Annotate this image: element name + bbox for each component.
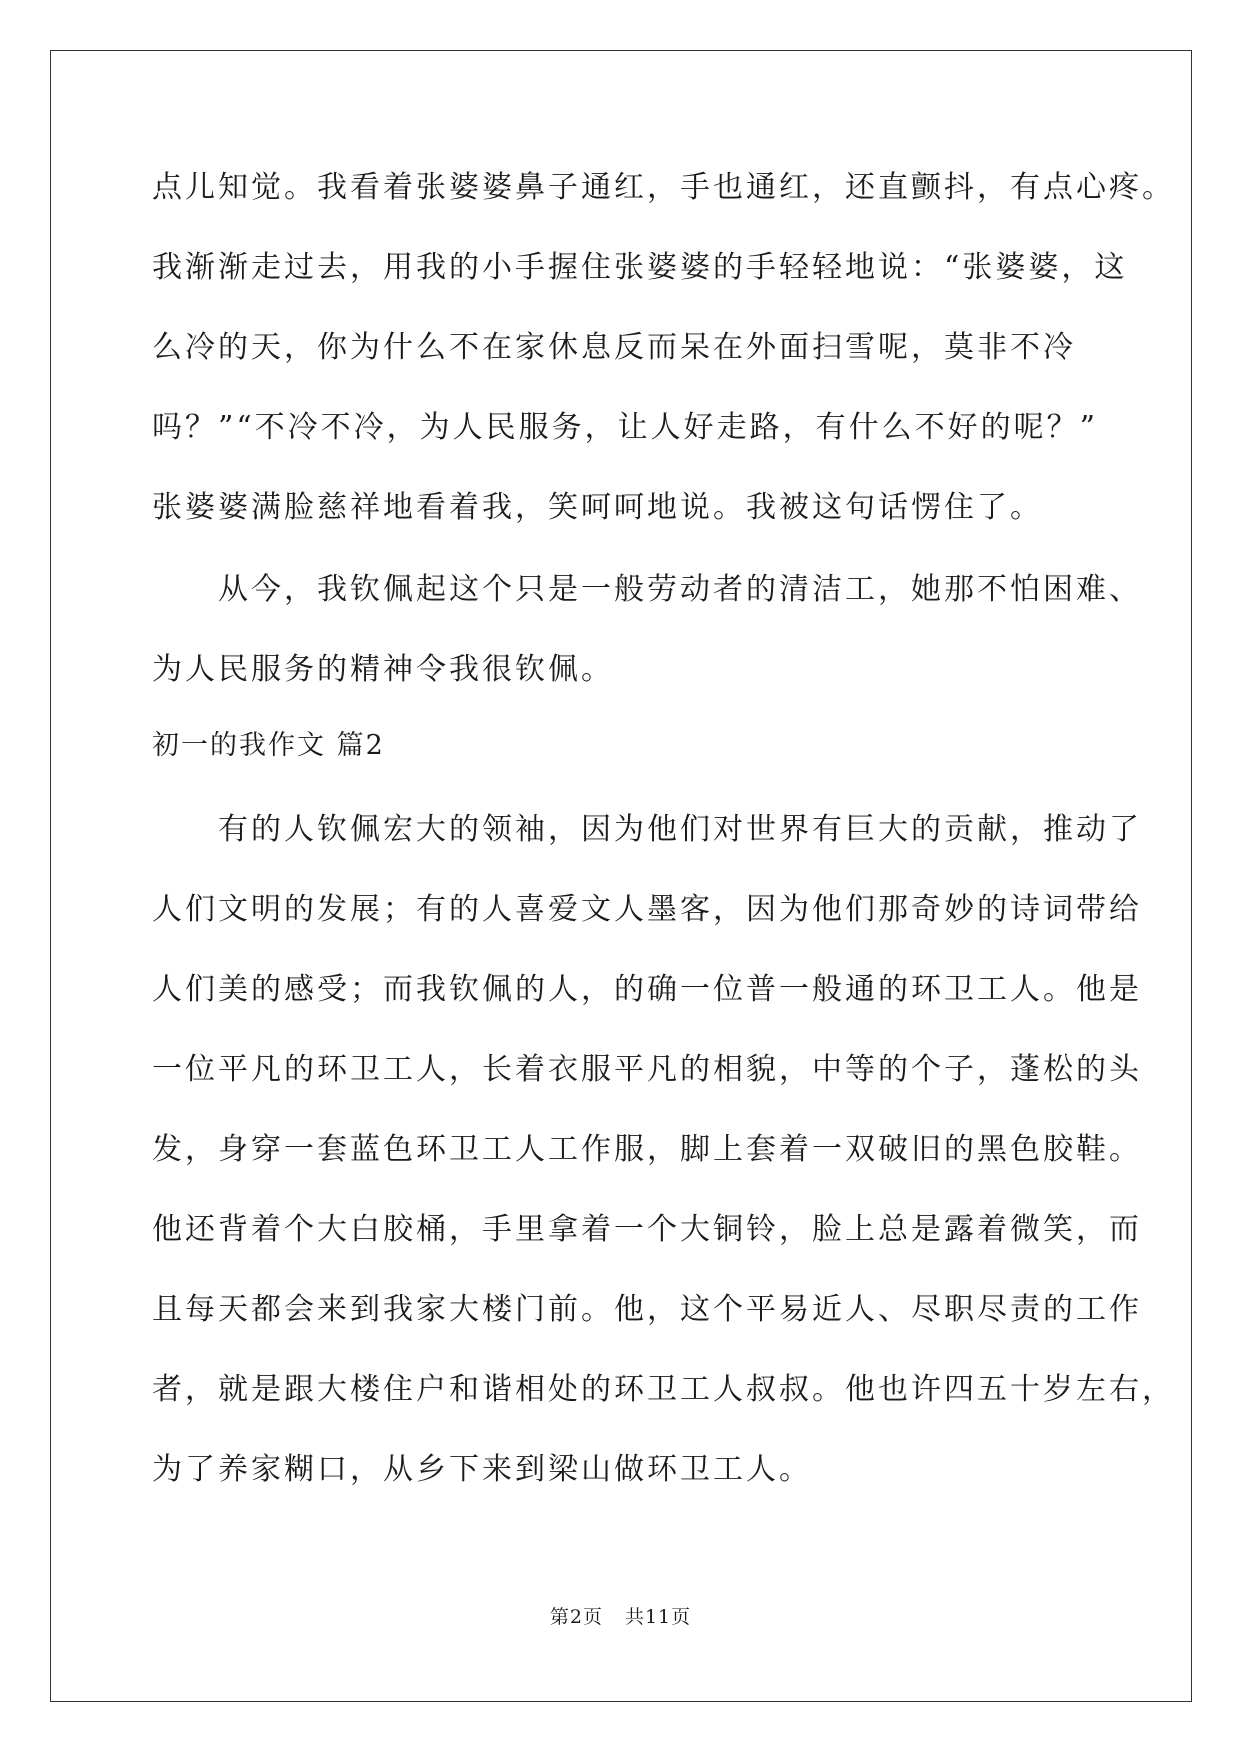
page-total: 共11页: [624, 1606, 692, 1628]
page-footer: [0, 1604, 1241, 1630]
paragraph-line: 张婆婆满脸慈祥地看着我，笑呵呵地说。我被这句话愣住了。: [152, 490, 1043, 525]
paragraph-line: 人们美的感受；而我钦佩的人，的确一位普一般通的环卫工人。他是: [152, 972, 1142, 1007]
paragraph-line: 人们文明的发展；有的人喜爱文人墨客，因为他们那奇妙的诗词带给: [152, 892, 1142, 927]
paragraph-line: 为人民服务的精神令我很钦佩。: [152, 652, 614, 687]
section-heading: 初一的我作文 篇2: [152, 730, 385, 761]
paragraph-line: 一位平凡的环卫工人，长着衣服平凡的相貌，中等的个子，蓬松的头: [152, 1052, 1142, 1087]
paragraph-line: 他还背着个大白胶桶，手里拿着一个大铜铃，脸上总是露着微笑，而: [152, 1212, 1142, 1247]
paragraph-line: 发，身穿一套蓝色环卫工人工作服，脚上套着一双破旧的黑色胶鞋。: [152, 1132, 1142, 1167]
paragraph-line: 我渐渐走过去，用我的小手握住张婆婆的手轻轻地说：“张婆婆，这: [152, 250, 1128, 285]
paragraph-line: 吗？”“不冷不冷，为人民服务，让人好走路，有什么不好的呢？”: [152, 410, 1099, 445]
page-number: 第2页: [549, 1606, 603, 1628]
paragraph-line: 从今，我钦佩起这个只是一般劳动者的清洁工，她那不怕困难、: [152, 572, 1142, 607]
paragraph-line: 么冷的天，你为什么不在家休息反而呆在外面扫雪呢，莫非不冷: [152, 330, 1076, 365]
paragraph-line: 且每天都会来到我家大楼门前。他，这个平易近人、尽职尽责的工作: [152, 1292, 1142, 1327]
paragraph-line: 者，就是跟大楼住户和谐相处的环卫工人叔叔。他也许四五十岁左右，: [152, 1372, 1175, 1407]
paragraph-line: 为了养家糊口，从乡下来到梁山做环卫工人。: [152, 1452, 812, 1487]
paragraph-line: 点儿知觉。我看着张婆婆鼻子通红，手也通红，还直颤抖，有点心疼。: [152, 170, 1175, 205]
paragraph-line: 有的人钦佩宏大的领袖，因为他们对世界有巨大的贡献，推动了: [152, 812, 1142, 847]
